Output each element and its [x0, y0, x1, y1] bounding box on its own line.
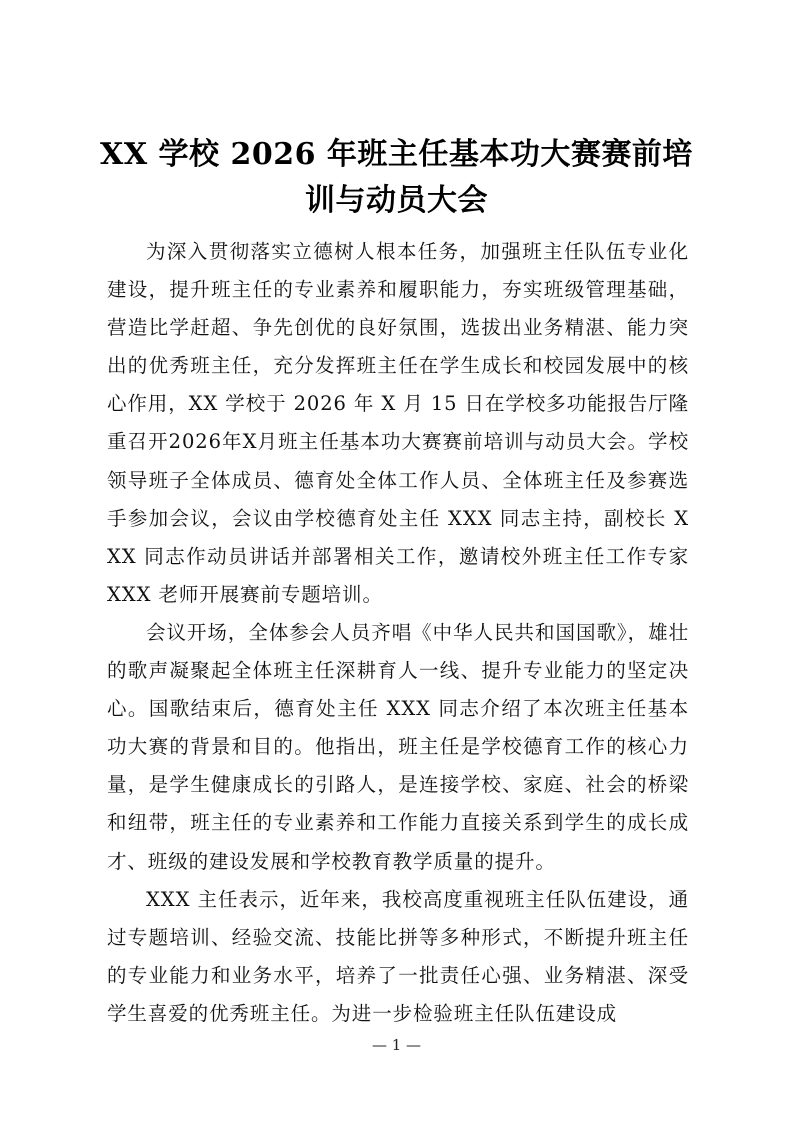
paragraph-director-remarks: XXX 主任表示，近年来，我校高度重视班主任队伍建设，通过专题培训、经验交流、技能比拼等多种形式，不断提升班主任的专业能力和业务水平，培养了一批责任心强、业务精湛、深受学生喜爱的优秀班主任。为进一步检验班主任队伍建设成: [107, 887, 689, 1025]
page-number: — 1 —: [371, 1036, 422, 1054]
paragraph-intro: 为深入贯彻落实立德树人根本任务，加强班主任队伍专业化建设，提升班主任的专业素养和履职能力，夯实班级管理基础，营造比学赶超、争先创优的良好氛围，选拔出业务精湛、能力突出的优秀班主任，充分发挥班主任在学生成长和校园发展中的核心作用，XX 学校于 2026 年 X 月 15 日在学校多功能报告厅隆重召开2026年X月班主任基本功大赛赛前培训与动员大会。学校领导班子全体成员、德育处全体工作人员、全体班主任及参赛选手参加会议，会议由学校德育处主任 XXX 同志主持，副校长 XXX 同志作动员讲话并部署相关工作，邀请校外班主任工作专家 XXX 老师开展赛前专题培训。: [107, 240, 689, 606]
document-title: XX 学校 2026 年班主任基本功大赛赛前培训与动员大会: [100, 137, 693, 219]
document-body: [107, 233, 689, 1033]
paragraph-opening: 会议开场，全体参会人员齐唱《中华人民共和国国歌》，雄壮的歌声凝聚起全体班主任深耕育人一线、提升专业能力的坚定决心。国歌结束后，德育处主任 XXX 同志介绍了本次班主任基本功大赛的背景和目的。他指出，班主任是学校德育工作的核心力量，是学生健康成长的引路人，是连接学校、家庭、社会的桥梁和纽带，班主任的专业素养和工作能力直接关系到学生的成长成才、班级的建设发展和学校教育教学质量的提升。: [107, 620, 689, 873]
